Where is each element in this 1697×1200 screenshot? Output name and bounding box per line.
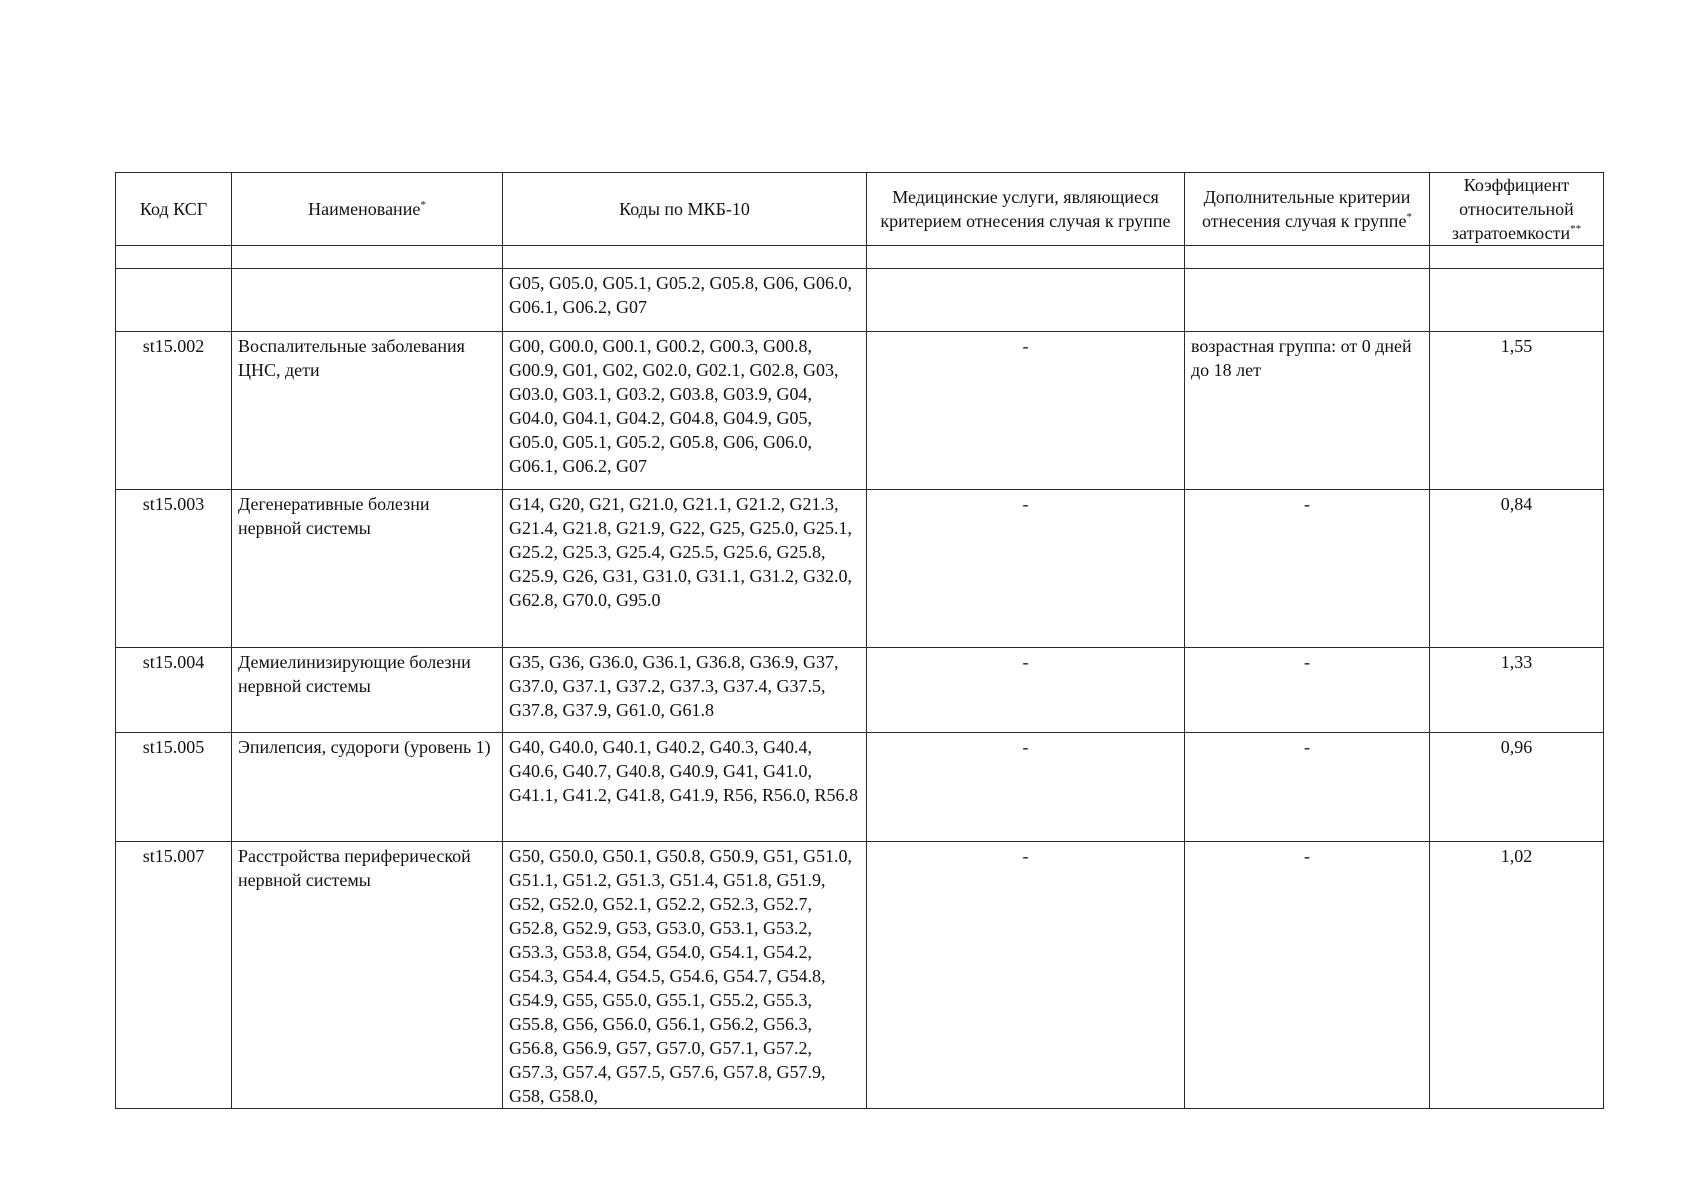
cell-additional: - [1185,490,1430,648]
table-row [116,269,1604,332]
cell-coefficient: 0,96 [1430,733,1604,842]
cell-icd: G00, G00.0, G00.1, G00.2, G00.3, G00.8, G00.9, G01, G02, G02.0, G02.1, G02.8, G03, G03.0, G03.1, G03.2, G03.8, G03.9, G04, G04.0, G04.1, G04.2, G04.8, G04.9, G05, G05.0, G05.1, G05.2, G05.8, G06, G06.0, G06.1, G06.2, G07 [503,332,867,490]
cell-services: - [867,332,1185,490]
cell-coefficient: 1,55 [1430,332,1604,490]
cell-services [867,269,1185,332]
table-row [116,733,1604,842]
header-icd: Коды по МКБ-10 [503,173,867,246]
cell-name: Расстройства периферической нервной системы [232,842,503,1109]
table-row [116,490,1604,648]
table-row [116,648,1604,733]
footnote-mark: * [420,199,426,211]
header-name: Наименование* [232,173,503,246]
spacer-cell [116,246,232,269]
ksg-table [115,172,1604,1109]
cell-additional: возрастная группа: от 0 дней до 18 лет [1185,332,1430,490]
cell-services: - [867,490,1185,648]
footnote-mark: ** [1570,223,1582,235]
cell-code: st15.003 [116,490,232,648]
cell-name: Демиелинизирующие болезни нервной системы [232,648,503,733]
table-header-row [116,173,1604,246]
cell-icd: G50, G50.0, G50.1, G50.8, G50.9, G51, G51.0, G51.1, G51.2, G51.3, G51.4, G51.8, G51.9, G52, G52.0, G52.1, G52.2, G52.3, G52.7, G52.8, G52.9, G53, G53.0, G53.1, G53.2, G53.3, G53.8, G54, G54.0, G54.1, G54.2, G54.3, G54.4, G54.5, G54.6, G54.7, G54.8, G54.9, G55, G55.0, G55.1, G55.2, G55.3, G55.8, G56, G56.0, G56.1, G56.2, G56.3, G56.8, G56.9, G57, G57.0, G57.1, G57.2, G57.3, G57.4, G57.5, G57.6, G57.8, G57.9, G58, G58.0, [503,842,867,1109]
cell-services: - [867,648,1185,733]
header-code: Код КСГ [116,173,232,246]
footnote-mark: * [1406,211,1412,223]
cell-name [232,269,503,332]
cell-coefficient [1430,269,1604,332]
table-row [116,332,1604,490]
spacer-cell [867,246,1185,269]
cell-icd: G14, G20, G21, G21.0, G21.1, G21.2, G21.3, G21.4, G21.8, G21.9, G22, G25, G25.0, G25.1, G25.2, G25.3, G25.4, G25.5, G25.6, G25.8, G25.9, G26, G31, G31.0, G31.1, G31.2, G32.0, G62.8, G70.0, G95.0 [503,490,867,648]
cell-additional [1185,269,1430,332]
spacer-cell [503,246,867,269]
table-row [116,842,1604,1109]
cell-coefficient: 1,02 [1430,842,1604,1109]
cell-services: - [867,733,1185,842]
cell-additional: - [1185,648,1430,733]
header-additional: Дополнительные критерии отнесения случая к группе* [1185,173,1430,246]
cell-icd: G35, G36, G36.0, G36.1, G36.8, G36.9, G37, G37.0, G37.1, G37.2, G37.3, G37.4, G37.5, G37.8, G37.9, G61.0, G61.8 [503,648,867,733]
cell-services: - [867,842,1185,1109]
spacer-cell [1430,246,1604,269]
header-coefficient: Коэффициент относительной затратоемкости** [1430,173,1604,246]
header-spacer-row [116,246,1604,269]
cell-additional: - [1185,842,1430,1109]
cell-additional: - [1185,733,1430,842]
spacer-cell [232,246,503,269]
cell-name: Эпилепсия, судороги (уровень 1) [232,733,503,842]
header-services: Медицинские услуги, являющиеся критерием отнесения случая к группе [867,173,1185,246]
spacer-cell [1185,246,1430,269]
cell-name: Дегенеративные болезни нервной системы [232,490,503,648]
cell-code [116,269,232,332]
cell-code: st15.002 [116,332,232,490]
cell-code: st15.007 [116,842,232,1109]
cell-name: Воспалительные заболевания ЦНС, дети [232,332,503,490]
cell-coefficient: 1,33 [1430,648,1604,733]
cell-code: st15.005 [116,733,232,842]
cell-icd: G40, G40.0, G40.1, G40.2, G40.3, G40.4, G40.6, G40.7, G40.8, G40.9, G41, G41.0, G41.1, G41.2, G41.8, G41.9, R56, R56.0, R56.8 [503,733,867,842]
cell-code: st15.004 [116,648,232,733]
cell-coefficient: 0,84 [1430,490,1604,648]
cell-icd: G05, G05.0, G05.1, G05.2, G05.8, G06, G06.0, G06.1, G06.2, G07 [503,269,867,332]
